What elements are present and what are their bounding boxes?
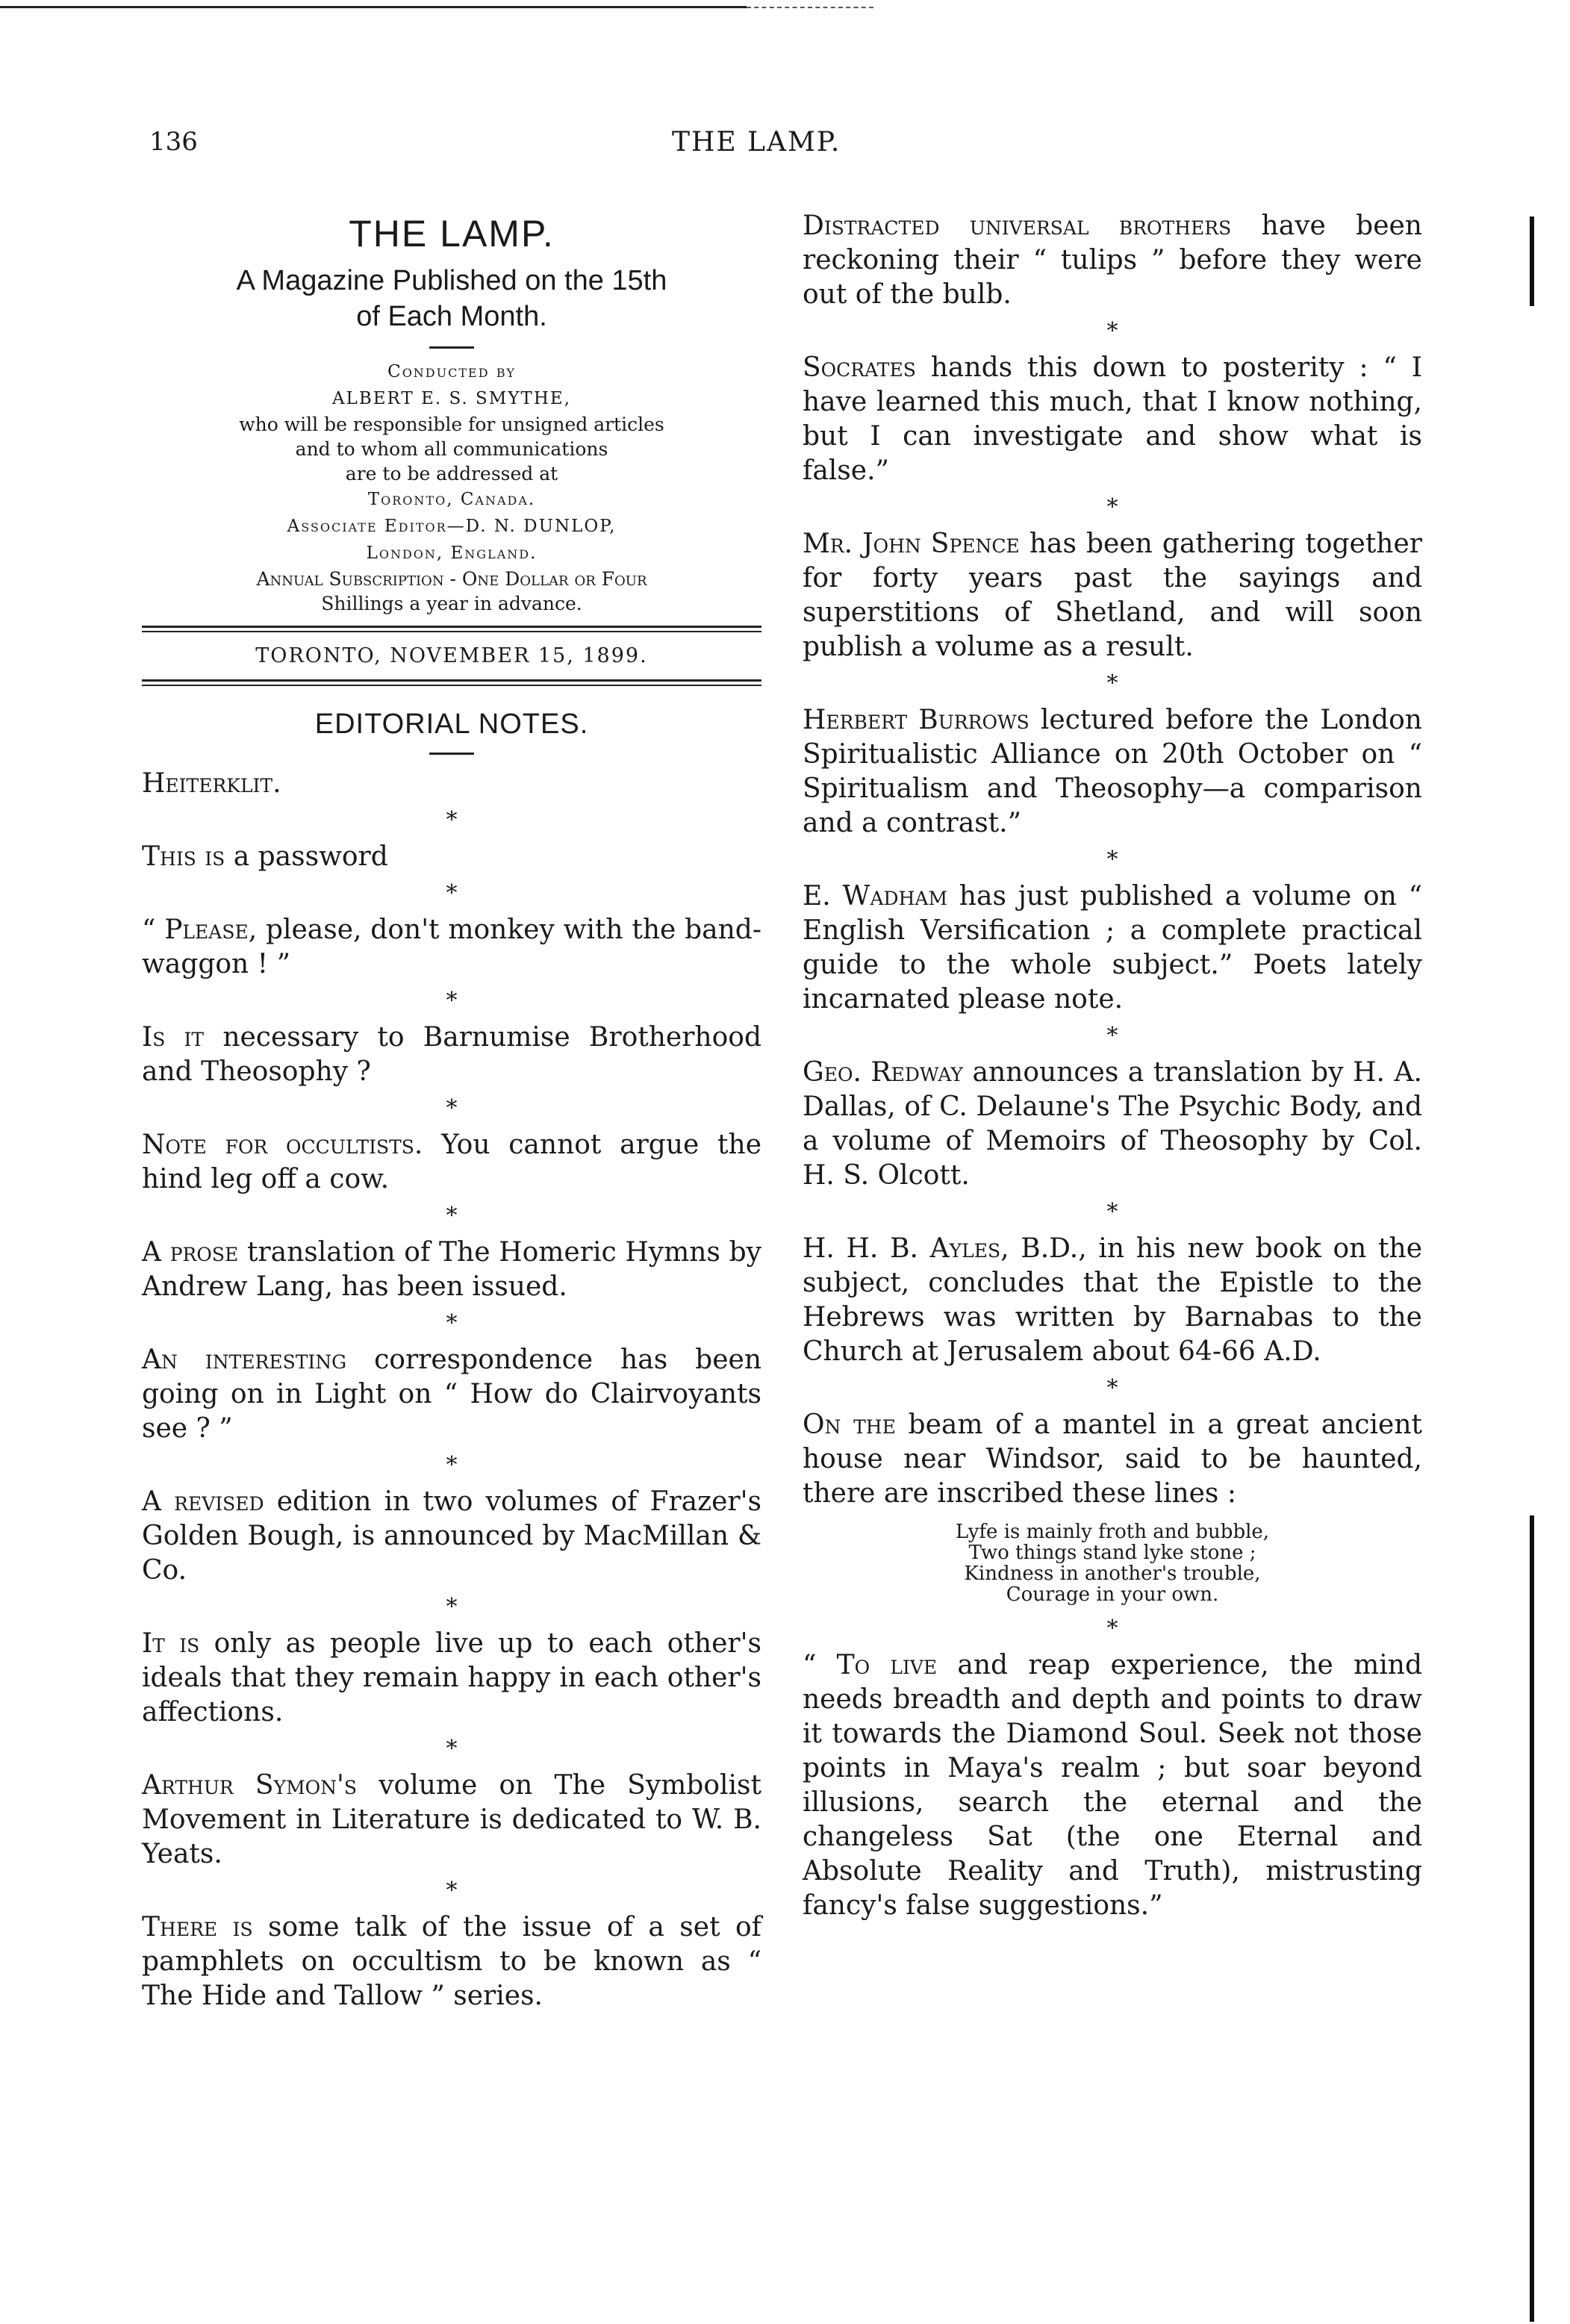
responsibility-line-1: who will be responsible for unsigned articles bbox=[239, 414, 664, 435]
page-number: 136 bbox=[149, 127, 198, 157]
note: “ To live and reap experience, the mind needs breadth and depth and points to draw it towards the Diamond Soul. Seek not those points in Maya's realm ; but soar beyond illusions, search the eternal and the changeless Sat (the one Eternal and Absolute Reality and Truth), mistrusting fancy's false suggestions.” bbox=[803, 1650, 1422, 1921]
asterism: * bbox=[446, 1452, 458, 1478]
asterism: * bbox=[1106, 1199, 1118, 1225]
note: Geo. Redway announces a translation by H. A. Dallas, of C. Delaune's The Psychic Body, and a volume of Memoirs of Theosophy by Col. H. S. Olcott. bbox=[803, 1057, 1422, 1191]
note: It is only as people live up to each other's ideals that they remain happy in each other's affections. bbox=[142, 1628, 762, 1728]
masthead-subtitle-1: A Magazine Published on the 15th bbox=[236, 265, 667, 296]
asterism: * bbox=[446, 880, 458, 906]
inscribed-verse bbox=[803, 1521, 1422, 1605]
asterism: * bbox=[446, 988, 458, 1014]
note: Heiterklit. bbox=[142, 768, 281, 799]
masthead-subtitle-2: of Each Month. bbox=[356, 301, 547, 332]
asterism: * bbox=[1106, 494, 1118, 520]
asterism: * bbox=[446, 1095, 458, 1121]
asterism: * bbox=[446, 1310, 458, 1336]
note: H. H. B. Ayles, B.D., in his new book on the subject, concludes that the Epistle to the Hebrews was written by Barnabas to the Church at Jerusalem about 64-66 A.D. bbox=[803, 1233, 1422, 1367]
responsibility-line-3: are to be addressed at bbox=[345, 463, 558, 485]
note: “ Please, please, don't monkey with the band-waggon ! ” bbox=[142, 915, 762, 979]
masthead-title: THE LAMP. bbox=[349, 213, 555, 255]
section-title: EDITORIAL NOTES. bbox=[314, 708, 589, 740]
verse-line: Lyfe is mainly froth and bubble, bbox=[955, 1521, 1270, 1543]
note: This is a password bbox=[142, 841, 388, 872]
asterism: * bbox=[1106, 1375, 1118, 1401]
divider bbox=[429, 753, 474, 755]
double-rule bbox=[142, 626, 761, 632]
asterism: * bbox=[1106, 670, 1118, 697]
note: Socrates hands this down to posterity : “ I have learned this much, that I know nothing, but I can investigate and show what is false.” bbox=[803, 352, 1422, 486]
note: Distracted universal brothers have been reckoning their “ tulips ” before they were out of the bulb. bbox=[803, 211, 1422, 310]
asterism: * bbox=[446, 1203, 458, 1229]
note: E. Wadham has just published a volume on “ English Versification ; a complete practical guide to the whole subject.” Poets lately incarnated please note. bbox=[803, 881, 1422, 1015]
asterism: * bbox=[1106, 1616, 1118, 1642]
verse-line: Courage in your own. bbox=[1006, 1583, 1219, 1606]
asterism: * bbox=[446, 1594, 458, 1620]
verse-line: Kindness in another's trouble, bbox=[964, 1563, 1261, 1585]
top-rule-dashed bbox=[747, 7, 873, 8]
edge-mark-upper bbox=[1530, 216, 1534, 306]
note: Arthur Symon's volume on The Symbolist Movement in Literature is dedicated to W. B. Yeats. bbox=[142, 1770, 761, 1869]
subscription-line-1: Annual Subscription - One Dollar or Four bbox=[256, 568, 647, 590]
associate-location: London, England. bbox=[366, 543, 538, 563]
note: There is some talk of the issue of a set of pamphlets on occultism to be known as “ The Hide and Tallow ” series. bbox=[142, 1912, 761, 2011]
note: Is it necessary to Barnumise Brotherhood and Theosophy ? bbox=[142, 1022, 761, 1087]
conducted-by: Conducted by bbox=[387, 362, 516, 381]
asterism: * bbox=[446, 1736, 458, 1762]
asterism: * bbox=[1106, 1023, 1118, 1049]
editor-name: ALBERT E. S. SMYTHE, bbox=[331, 389, 572, 408]
note: An interesting correspondence has been going on in Light on “ How do Clairvoyants see ? ” bbox=[142, 1345, 762, 1444]
subscription-line-2: Shillings a year in advance. bbox=[321, 593, 582, 614]
running-title: THE LAMP. bbox=[672, 127, 841, 158]
asterism: * bbox=[1106, 847, 1118, 873]
associate-editor: Associate Editor—D. N. DUNLOP, bbox=[287, 517, 617, 536]
edge-mark-lower bbox=[1530, 1515, 1534, 2322]
double-rule bbox=[142, 679, 761, 686]
date-line: TORONTO, NOVEMBER 15, 1899. bbox=[255, 644, 648, 667]
note: On the beam of a mantel in a great ancient house near Windsor, said to be haunted, there are inscribed these lines : bbox=[803, 1409, 1422, 1509]
masthead-location: Toronto, Canada. bbox=[367, 490, 536, 509]
top-rule bbox=[0, 6, 747, 8]
responsibility-line-2: and to whom all communications bbox=[295, 438, 608, 460]
left-column bbox=[142, 209, 761, 2013]
note: Mr. John Spence has been gathering together for forty years past the sayings and superstitions of Shetland, and will soon publish a volume as a result. bbox=[803, 529, 1423, 662]
divider bbox=[429, 346, 474, 349]
asterism: * bbox=[1106, 318, 1118, 344]
verse-line: Two things stand lyke stone ; bbox=[968, 1542, 1256, 1564]
asterism: * bbox=[446, 1878, 458, 1904]
note: A revised edition in two volumes of Frazer's Golden Bough, is announced by MacMillan & Co. bbox=[142, 1486, 761, 1586]
note: A prose translation of The Homeric Hymns by Andrew Lang, has been issued. bbox=[142, 1237, 761, 1302]
note: Note for occultists. You cannot argue the hind leg off a cow. bbox=[142, 1130, 761, 1194]
asterism: * bbox=[446, 807, 458, 833]
right-column bbox=[803, 209, 1422, 1923]
note: Herbert Burrows lectured before the London Spiritualistic Alliance on 20th October on “ Spiritualism and Theosophy—a comparison and a contrast.” bbox=[803, 705, 1422, 838]
